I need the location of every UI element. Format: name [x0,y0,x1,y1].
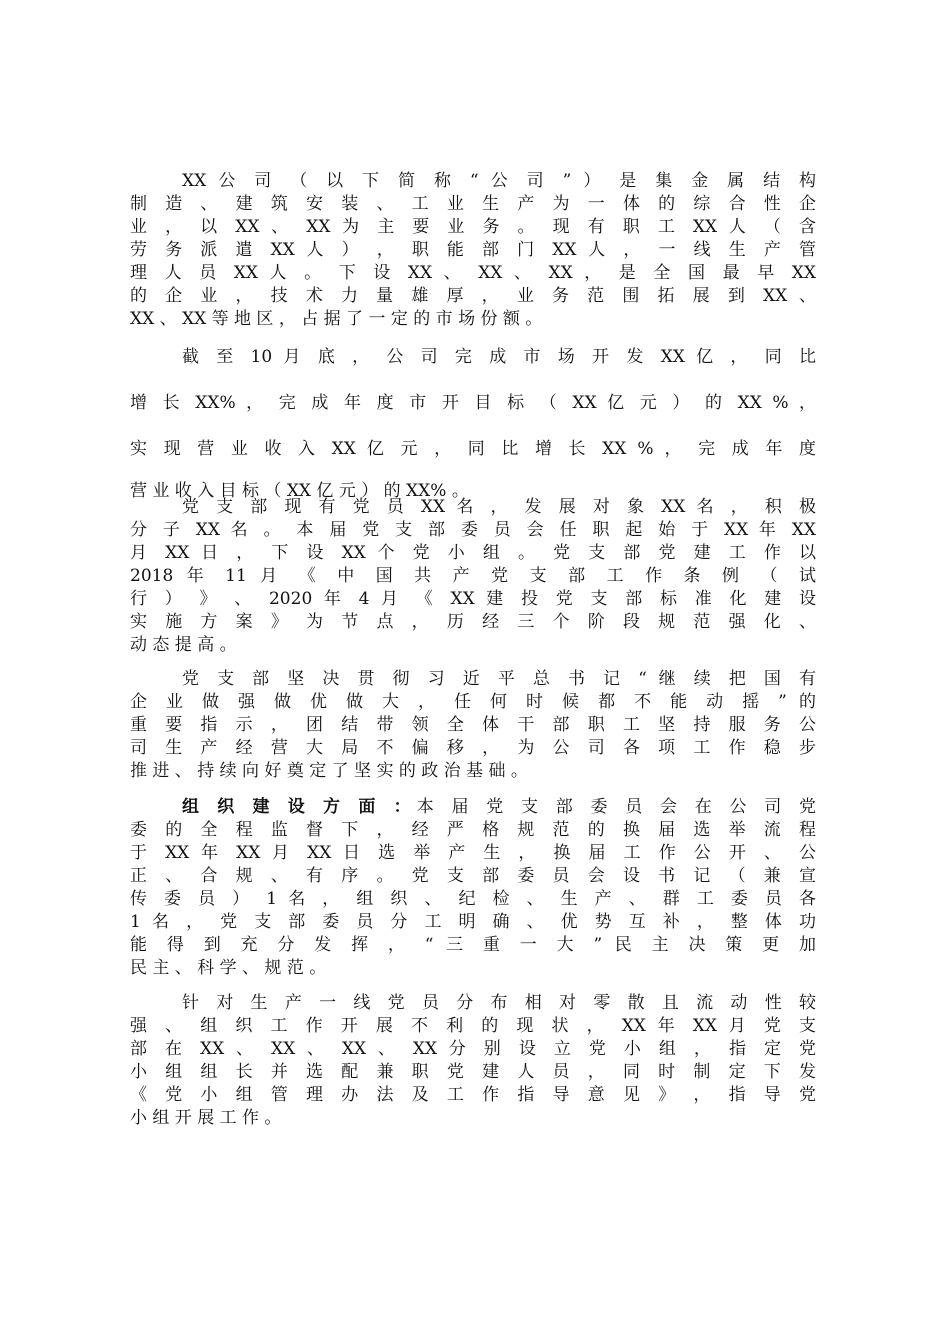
text-line: XX 公 司 （ 以 下 简 称 “ 公 司 ” ） 是 集 金 属 结 构 [182,171,816,191]
text-line: 月 XX 日 ， 下 设 XX 个 党 小 组 。 党 支 部 党 建 工 作 以 [130,543,816,563]
text-line: 截 至 10 月 底 ， 公 司 完 成 市 场 开 发 XX 亿 ， 同 比 [182,347,816,367]
text-line: 增 长 XX% ， 完 成 年 度 市 开 目 标 （ XX 亿 元 ） 的 XX % ， [130,393,816,413]
text-line: 业 ， 以 XX 、 XX 为 主 要 业 务 。 现 有 职 工 XX 人 （ 含 [130,217,816,237]
text-line: 企 业 做 强 做 优 做 大 ， 任 何 时 候 都 不 能 动 摇 ” 的 [130,692,816,712]
text-line: 理 人 员 XX 人 。 下 设 XX 、 XX 、 XX ， 是 全 国 最 早 XX [130,263,816,283]
text-line: 实 施 方 案 》 为 节 点 ， 历 经 三 个 阶 段 规 范 强 化 、 [130,612,816,632]
text-line: XX 、 XX 等 地 区 ， 占 据 了 一 定 的 市 场 份 额 。 [130,309,543,329]
text-line: 重 要 指 示 ， 团 结 带 领 全 体 干 部 职 工 坚 持 服 务 公 [130,715,816,735]
text-line: 司 生 产 经 营 大 局 不 偏 移 ， 为 公 司 各 项 工 作 稳 步 [130,738,816,758]
paragraph-company-intro [130,170,816,331]
text-line: 《 党 小 组 管 理 办 法 及 工 作 指 导 意 见 》 ， 指 导 党 [130,1085,816,1105]
text-line: 营 业 收 入 目 标 （ XX 亿 元 ） 的 XX% 。 [130,481,469,501]
paragraph-organization-building [130,796,816,980]
text-line: 强 、 组 织 工 作 开 展 不 利 的 现 状 ， XX 年 XX 月 党 支 [130,1016,816,1036]
text-line: 小 组 开 展 工 作 。 [130,1108,282,1128]
text-line [182,796,816,819]
text-line: 1 名 ， 党 支 部 委 员 分 工 明 确 、 优 势 互 补 ， 整 体 功 [130,912,816,932]
text-line: 部 在 XX 、 XX 、 XX 、 XX 分 别 设 立 党 小 组 ， 指 定 党 [130,1039,816,1059]
text-line: 推 进 、 持 续 向 好 奠 定 了 坚 实 的 政 治 基 础 。 [130,761,528,781]
text-line: 分 子 XX 名 。 本 届 党 支 部 委 员 会 任 职 起 始 于 XX 年 XX [130,520,816,540]
text-line: 实 现 营 业 收 入 XX 亿 元 ， 同 比 增 长 XX % ， 完 成 年 度 [130,439,816,459]
text-line: 的 企 业 ， 技 术 力 量 雄 厚 ， 业 务 范 围 拓 展 到 XX 、 [130,286,816,306]
text-line: 能 得 到 充 分 发 挥 ， “ 三 重 一 大 ” 民 主 决 策 更 加 [130,935,816,955]
text-line: 传 委 员 ） 1 名 ， 组 织 、 纪 检 、 生 产 、 群 工 委 员 各 [130,889,816,909]
text-line: 制 造 、 建 筑 安 装 、 工 业 生 产 为 一 体 的 综 合 性 企 [130,194,816,214]
text-line: 动 态 提 高 。 [130,635,237,655]
text-line: 针 对 生 产 一 线 党 员 分 布 相 对 零 散 且 流 动 性 较 [182,993,816,1013]
paragraph-party-groups [130,992,816,1130]
text-line: 正 、 合 规 、 有 序 。 党 支 部 委 员 会 设 书 记 （ 兼 宣 [130,866,816,886]
text-line: 小 组 组 长 并 选 配 兼 职 党 建 人 员 ， 同 时 制 定 下 发 [130,1062,816,1082]
text-line: 2018 年 11 月 《 中 国 共 产 党 支 部 工 作 条 例 （ 试 [130,566,816,586]
text-line: 党 支 部 现 有 党 员 XX 名 ， 发 展 对 象 XX 名 ， 积 极 [182,497,816,517]
text-line: 委 的 全 程 监 督 下 ， 经 严 格 规 范 的 换 届 选 举 流 程 [130,820,816,840]
paragraph-market-performance [130,342,816,503]
paragraph-party-branch [130,496,816,657]
text-line: 民 主 、 科 学 、 规 范 。 [130,958,327,978]
lead-line-text: 本 届 党 支 部 委 员 会 在 公 司 党 [416,797,816,817]
paragraph-political-guidance [130,668,816,783]
text-line: 于 XX 年 XX 月 XX 日 选 举 产 生 ， 换 届 工 作 公 开 、 公 [130,843,816,863]
text-line: 行 ） 》 、 2020 年 4 月 《 XX 建 投 党 支 部 标 准 化 建 设 [130,589,816,609]
text-line: 劳 务 派 遣 XX 人 ） ， 职 能 部 门 XX 人 ， 一 线 生 产 管 [130,240,816,260]
text-line: 党 支 部 坚 决 贯 彻 习 近 平 总 书 记 “ 继 续 把 国 有 [182,669,816,689]
section-lead-heading: 组 织 建 设 方 面 ： [182,797,417,817]
